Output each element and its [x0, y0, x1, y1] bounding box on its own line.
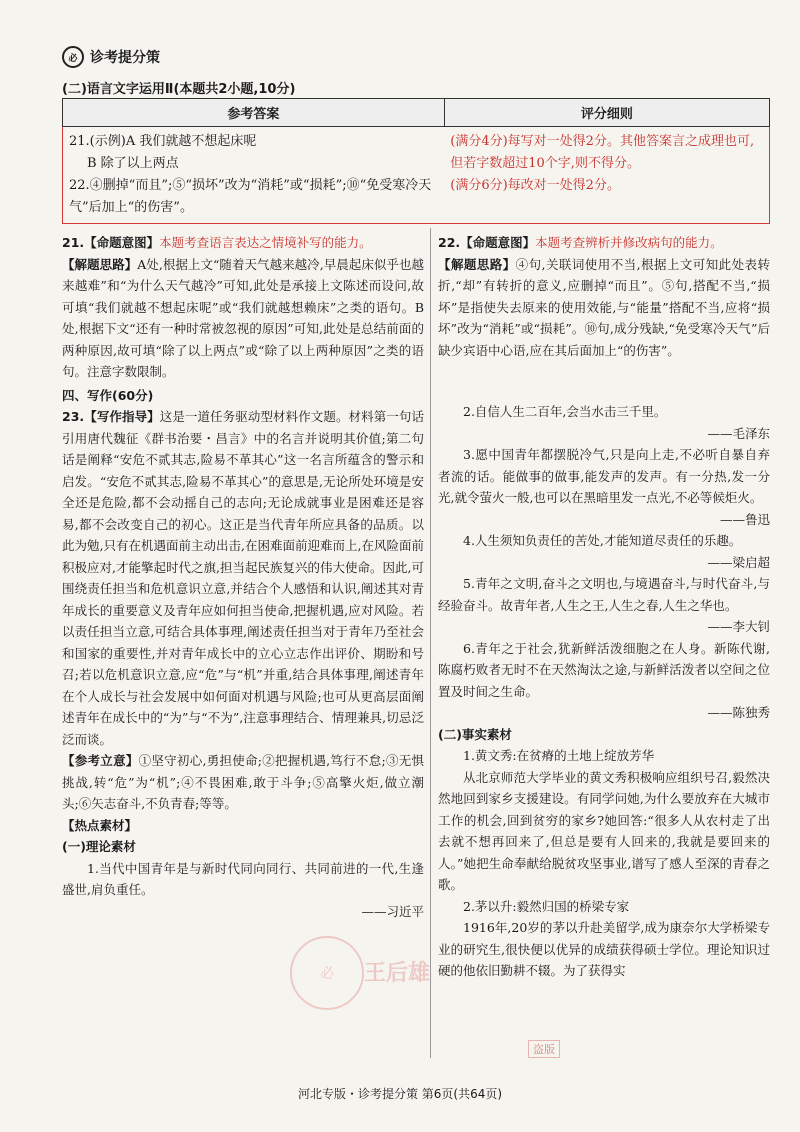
brand-logo-icon: 必 [62, 46, 84, 68]
q22-intent-label: 22.【命题意图】 [438, 235, 536, 250]
piracy-stamp: 盗版 [528, 1040, 560, 1058]
theory-title: (一)理论素材 [62, 839, 136, 854]
right-column [438, 232, 770, 982]
q21-idea-label: 【解题思路】 [62, 256, 138, 272]
theory-item-1-author: ——习近平 [361, 903, 424, 919]
left-column [62, 232, 424, 922]
theory-item-3: 3.愿中国青年都摆脱冷气,只是向上走,不必听自暴自弃者流的话。能做事的做事,能发声的发声。有一分热,发一分光,就令萤火一般,也可以在黑暗里发一点光,不必等候炬火。 [438, 447, 770, 505]
q22-idea: ④句,关联词使用不当,根据上文可知此处表转折,“却”有转折的意义,应删掉“而且”。⑤句,搭配不当,“损坏”是指使失去原来的使用效能,与“能量”搭配不当,应将“损坏”改为“消耗”或“损耗”。⑩句,成分残缺,“免受寒冷天气”后缺少宾语中心语,应在其后面加上“的伤害”。 [438, 256, 770, 358]
fact-item-2-title: 2.茅以升:毅然归国的桥梁专家 [463, 898, 630, 914]
fact-item-1: 从北京师范大学毕业的黄文秀积极响应组织号召,毅然决然地回到家乡支援建设。有同学问她,为什么要放弃在大城市工作的机会,回到贫穷的家乡?她回答:“很多人从农村走了出去就不想再回来了,但总是要有人回来的,我就是要回来的人。”她把生命奉献给脱贫攻坚事业,谱写了感人至深的青春之歌。 [438, 769, 770, 892]
column-divider [430, 228, 431, 1058]
table-header-scoring: 评分细则 [444, 99, 769, 127]
answer-cell [63, 127, 445, 224]
table-header-answer: 参考答案 [63, 99, 445, 127]
header [62, 46, 160, 68]
q21-scoring: (满分4分)每写对一处得2分。其他答案言之成理也可,但若字数超过10个字,则不得分。 [450, 134, 755, 171]
answer-table [62, 98, 770, 224]
theory-item-6: 6.青年之于社会,犹新鲜活泼细胞之在人身。新陈代谢,陈腐朽败者无时不在天然淘汰之途,与新鲜活泼者以空间之位置及时间之生命。 [438, 640, 770, 699]
theory-item-4-author: ——梁启超 [707, 554, 770, 570]
fact-title: (二)事实素材 [438, 726, 512, 742]
scoring-cell [444, 127, 769, 224]
theory-item-5: 5.青年之文明,奋斗之文明也,与境遇奋斗,与时代奋斗,与经验奋斗。故青年者,人生之王,人生之春,人生之华也。 [438, 576, 770, 613]
theory-item-2: 2.自信人生二百年,会当水击三千里。 [463, 404, 667, 419]
q21-idea: A处,根据上文“随着天气越来越冷,早晨起床似乎也越来越难”和“为什么天气越冷”可知,此处是承接上文陈述而设问,故可填“我们就越不想起床呢”或“我们就越想赖床”之类的语句。B处,根据下文“还有一种时常被忽视的原因”可知,此处是总结前面的两种原因,故可填“除了以上两点”或“除了以上两种原因”之类的语句。注意字数限制。 [62, 256, 424, 379]
section-title: (二)语言文字运用Ⅱ(本题共2小题,10分) [62, 82, 296, 97]
header-title: 诊考提分策 [90, 50, 160, 66]
fact-item-2: 1916年,20岁的茅以升赴美留学,成为康奈尔大学桥梁专业的研究生,很快便以优异的成绩获得硕士学位。理论知识过硬的他依旧勤耕不辍。为了获得实 [438, 920, 770, 978]
theory-item-6-author: ——陈独秀 [707, 705, 770, 720]
q22-idea-label: 【解题思路】 [438, 256, 516, 272]
theory-item-3-author: ——鲁迅 [719, 511, 770, 527]
q21-intent-label: 21.【命题意图】 [62, 235, 160, 250]
reference-ideas: ①坚守初心,勇担使命;②把握机遇,笃行不怠;③无惧挑战,转“危”为“机”;④不畏困难,敢于斗争;⑤高擎火炬,做立潮头;⑥矢志奋斗,不负青春;等等。 [62, 753, 424, 811]
watermark-logo-icon: 必 [290, 936, 364, 1010]
theory-item-2-author: ——毛泽东 [707, 425, 770, 441]
q23-guide: 这是一道任务驱动型材料作文题。材料第一句话引用唐代魏征《群书治要・昌言》中的名言并说明其价值;第二句话是阐释“安危不贰其志,险易不革其心”这一名言所蕴含的警示和启发。“安危不贰其志,险易不革其心”的意思是,无论所处环境是安全还是危险,都不会动摇自己的志向;无论成就事业是困难还是容易,都不会改变自己的初心。这正是当代青年所应具备的品质。以此为勉,只有在机遇面前主动出击,在困难面前迎难而上,在风险面前积极应对,才能擎起时代之旗,担当起民族复兴的伟大使命。因此,可围绕责任担当和危机意识立意,并结合个人感悟和认识,阐述其对青年成长的重要意义及青年应如何担当使命,把握机遇,应对风险。若以责任担当立意,可结合具体事理,阐述责任担当对于青年乃至社会和国家的重要性,并对青年成长中的立心立志作出评价、期盼和号召;若以危机意识立意,应“危”与“机”并重,结合具体事理,阐述青年在个人成长与社会发展中如何面对机遇与风险;也可从更高层面阐述青年在成长中的“为”与“不为”,注意事理结合、情理兼具,切忌泛泛而谈。 [62, 409, 424, 747]
q22-answer: 22.④删掉“而且”;⑤“损坏”改为“消耗”或“损耗”;⑩“免受寒冷天气”后加上“的伤害”。 [69, 178, 432, 215]
q21-intent: 本题考查语言表达之情境补写的能力。 [159, 235, 372, 250]
q22-intent: 本题考查辨析并修改病句的能力。 [535, 235, 723, 250]
fact-item-1-title: 1.黄文秀:在贫瘠的土地上绽放芳华 [463, 748, 655, 763]
theory-item-5-author: ——李大钊 [707, 619, 770, 634]
q23-label: 23.【写作指导】 [62, 409, 160, 424]
page-footer: 河北专版・诊考提分策 第6页(共64页) [297, 1087, 503, 1101]
q22-scoring: (满分6分)每改对一处得2分。 [450, 178, 620, 193]
q21-answer-a: 21.(示例)A 我们就越不想起床呢 [69, 134, 257, 149]
writing-title: 四、写作(60分) [62, 387, 154, 403]
theory-item-4: 4.人生须知负责任的苦处,才能知道尽责任的乐趣。 [463, 533, 742, 548]
reference-label: 【参考立意】 [62, 753, 139, 768]
q21-answer-b: B 除了以上两点 [87, 156, 179, 171]
theory-item-1: 1.当代中国青年是与新时代同向同行、共同前进的一代,生逢盛世,肩负重任。 [62, 860, 424, 897]
watermark-text: 王后雄 [364, 961, 431, 986]
hot-material-label: 【热点素材】 [62, 817, 138, 833]
